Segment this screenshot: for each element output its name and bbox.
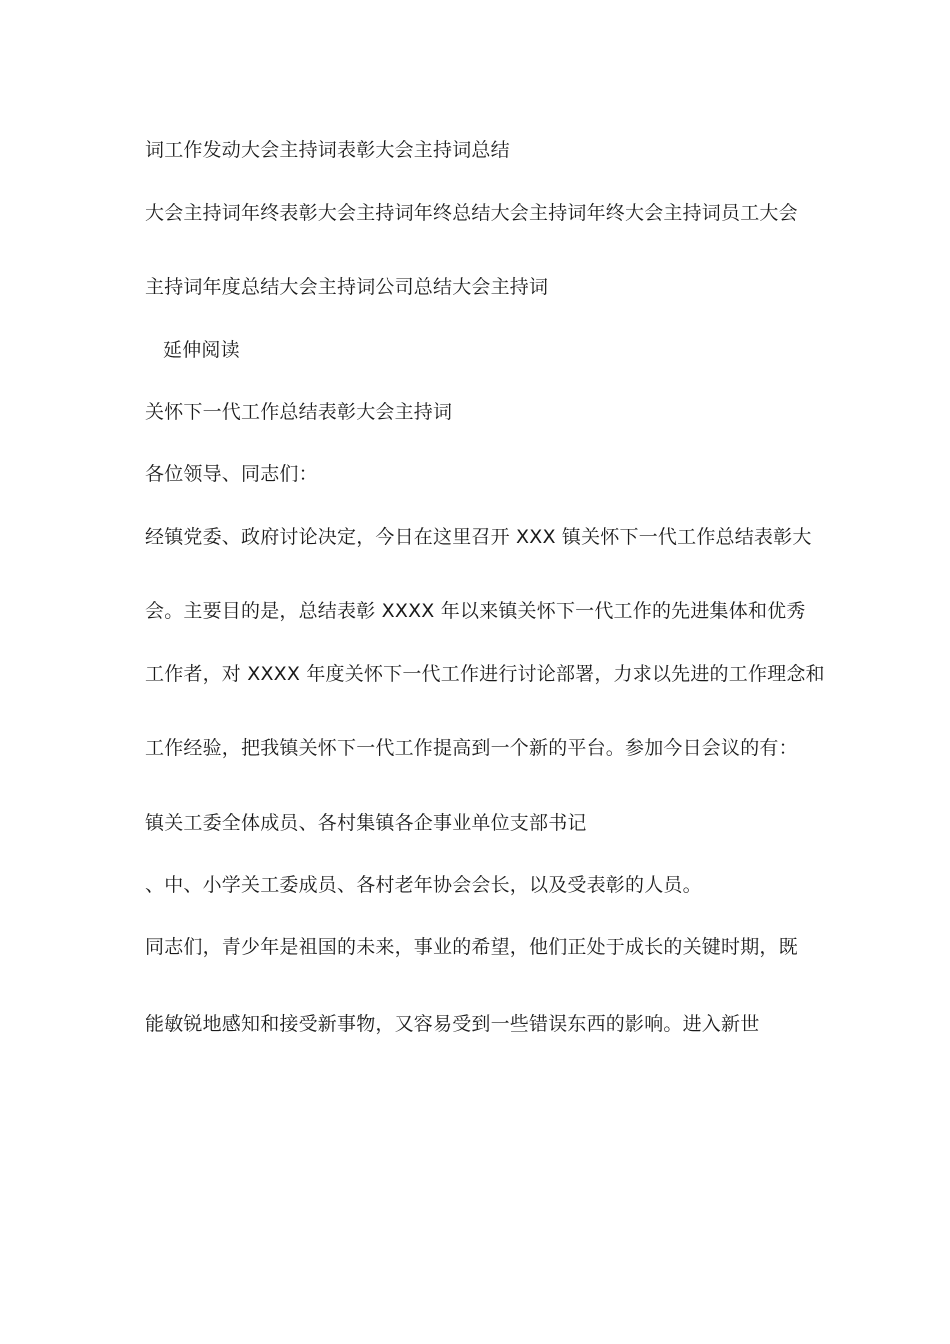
paragraph-1-line-4: 工作经验，把我镇关怀下一代工作提高到一个新的平台。参加今日会议的有： (145, 737, 798, 759)
paragraph-1-line-1: 经镇党委、政府讨论决定，今日在这里召开 XXX 镇关怀下一代工作总结表彰大 (145, 526, 812, 548)
section-heading-extended-reading: 延伸阅读 (163, 339, 240, 361)
salutation: 各位领导、同志们： (145, 463, 318, 485)
paragraph-1-line-6: 、中、小学关工委成员、各村老年协会会长，以及受表彰的人员。 (145, 874, 702, 896)
paragraph-1-line-3: 工作者，对 XXXX 年度关怀下一代工作进行讨论部署，力求以先进的工作理念和 (145, 663, 825, 685)
paragraph-2-line-2: 能敏锐地感知和接受新事物，又容易受到一些错误东西的影响。进入新世 (145, 1013, 760, 1035)
text-line-1: 词工作发动大会主持词表彰大会主持词总结 (145, 139, 510, 161)
paragraph-1-line-2: 会。主要目的是，总结表彰 XXXX 年以来镇关怀下一代工作的先进集体和优秀 (145, 600, 806, 622)
article-title: 关怀下一代工作总结表彰大会主持词 (145, 401, 453, 423)
paragraph-2-line-1: 同志们，青少年是祖国的未来，事业的希望，他们正处于成长的关键时期，既 (145, 936, 798, 958)
text-line-2: 大会主持词年终表彰大会主持词年终总结大会主持词年终大会主持词员工大会 (145, 202, 798, 224)
text-line-3: 主持词年度总结大会主持词公司总结大会主持词 (145, 276, 549, 298)
paragraph-1-line-5: 镇关工委全体成员、各村集镇各企事业单位支部书记 (145, 812, 587, 834)
